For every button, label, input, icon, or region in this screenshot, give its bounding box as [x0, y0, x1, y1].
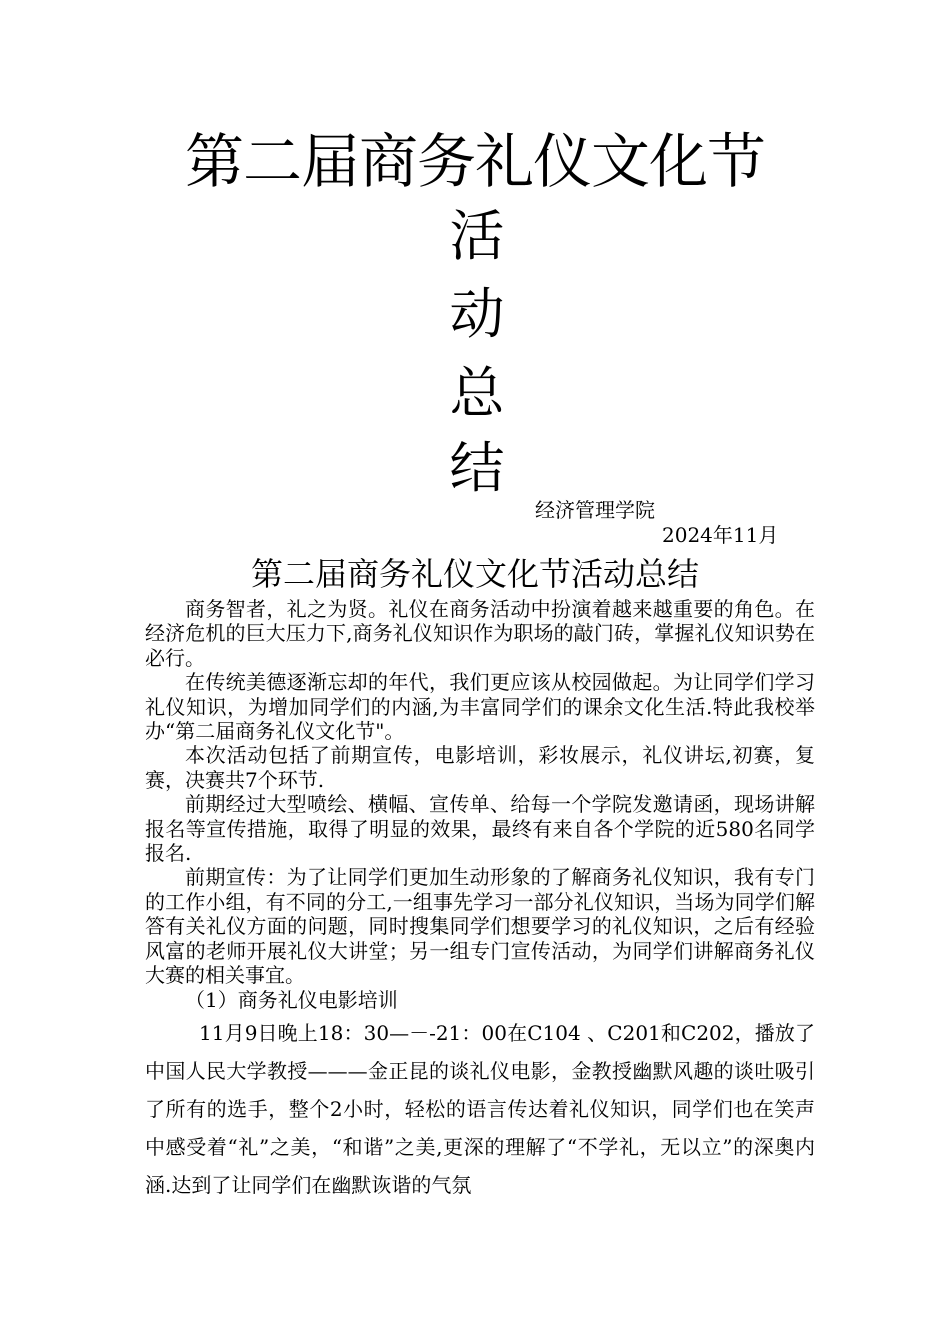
paragraph: 前期经过大型喷绘、横幅、宣传单、给每一个学院发邀请函，现场讲解报名等宣传措施，取得了明显的效果，最终有来自各个学院的近580名同学报名.	[145, 792, 815, 866]
paragraph: 本次活动包括了前期宣传，电影培训，彩妆展示，礼仪讲坛,初赛，复赛，决赛共7个环节.	[145, 743, 815, 792]
cover-vertical-char: 总	[449, 361, 505, 425]
document-title: 第二届商务礼仪文化节活动总结	[250, 555, 699, 593]
paragraph: 在传统美德逐渐忘却的年代，我们更应该从校园做起。为让同学们学习礼仪知识，为增加同学们的内涵,为丰富同学们的课余文化生活.特此我校举办“第二届商务礼仪文化节"。	[145, 670, 815, 744]
paragraph: 商务智者，礼之为贤。礼仪在商务活动中扮演着越来越重要的角色。在经济危机的巨大压力下,商务礼仪知识作为职场的敲门砖，掌握礼仪知识势在必行。	[145, 597, 815, 670]
document-date: 2024年11月	[662, 523, 779, 547]
cover-vertical-char: 活	[449, 204, 505, 268]
organization-name: 经济管理学院	[535, 498, 655, 522]
cover-vertical-char: 动	[449, 282, 505, 346]
cover-vertical-char: 结	[449, 436, 505, 500]
paragraph: 11月9日晚上18：30—－-21：00在C104 、C201和C202，播放了中国人民大学教授———金正昆的谈礼仪电影，金教授幽默风趣的谈吐吸引了所有的选手，整个2小时，轻松的语言传达着礼仪知识，同学们也在笑声中感受着“礼”之美，“和谐”之美,更深的理解了“不学礼，无以立”的深奥内涵.达到了让同学们在幽默诙谐的气氛	[145, 1021, 815, 1197]
document-body	[145, 597, 815, 1012]
paragraph: 前期宣传：为了让同学们更加生动形象的了解商务礼仪知识，我有专门的工作小组，有不同的分工,一组事先学习一部分礼仪知识，当场为同学们解答有关礼仪方面的问题，同时搜集同学们想要学习的礼仪知识，之后有经验风富的老师开展礼仪大讲堂；另一组专门宣传活动，为同学们讲解商务礼仪大赛的相关事宜。	[145, 865, 815, 988]
cover-title: 第二届商务礼仪文化节	[184, 127, 765, 196]
section-body	[145, 1014, 815, 1204]
section-heading: （1）商务礼仪电影培训	[185, 987, 398, 1012]
